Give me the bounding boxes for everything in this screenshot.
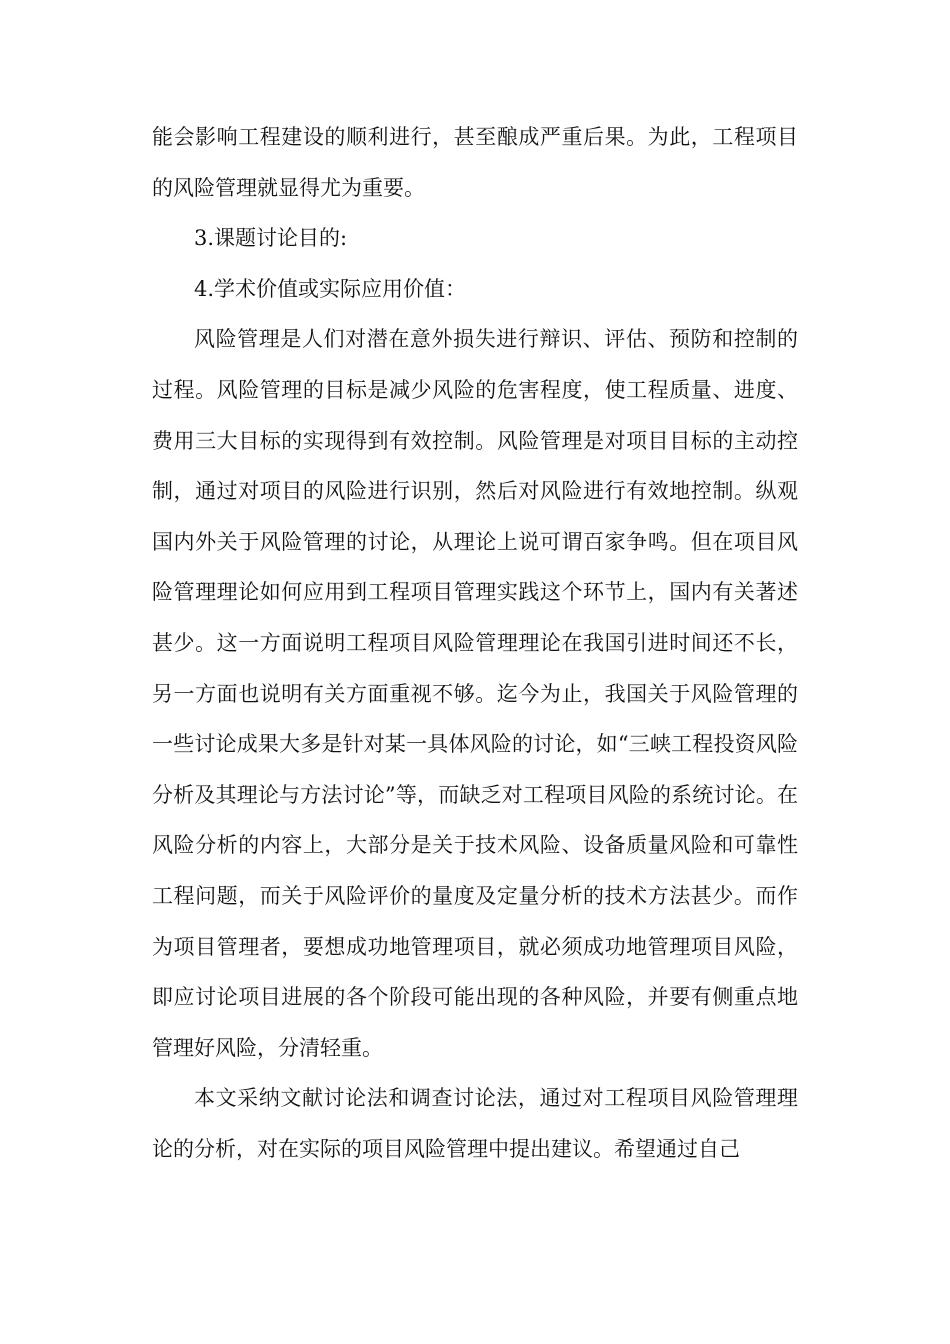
paragraph-method: 本文采纳文献讨论法和调查讨论法，通过对工程项目风险管理理论的分析，对在实际的项目风险管理中提出建议。希望通过自己 <box>152 1086 798 1161</box>
paragraph-continuation: 能会影响工程建设的顺利进行，甚至酿成严重后果。为此，工程项目的风险管理就显得尤为重要。 <box>152 125 798 200</box>
document-body <box>152 112 798 1174</box>
heading-research-purpose: 3.课题讨论目的: <box>194 226 348 251</box>
paragraph-risk-management: 风险管理是人们对潜在意外损失进行辩识、评估、预防和控制的过程。风险管理的目标是减少风险的危害程度，使工程质量、进度、费用三大目标的实现得到有效控制。风险管理是对项目目标的主动控制，通过对项目的风险进行识别，然后对风险进行有效地控制。纵观国内外关于风险管理的讨论，从理论上说可谓百家争鸣。但在项目风险管理理论如何应用到工程项目管理实践这个环节上，国内有关著述甚少。这一方面说明工程项目风险管理理论在我国引进时间还不长，另一方面也说明有关方面重视不够。迄今为止，我国关于风险管理的一些讨论成果大多是针对某一具体风险的讨论，如“三峡工程投资风险分析及其理论与方法讨论”等，而缺乏对工程项目风险的系统讨论。在风险分析的内容上，大部分是关于技术风险、设备质量风险和可靠性工程问题，而关于风险评价的量度及定量分析的技术方法甚少。而作为项目管理者，要想成功地管理项目，就必须成功地管理项目风险，即应讨论项目进展的各个阶段可能出现的各种风险，并要有侧重点地管理好风险，分清轻重。 <box>152 327 798 1060</box>
heading-academic-value: 4.学术价值或实际应用价值： <box>194 276 467 301</box>
